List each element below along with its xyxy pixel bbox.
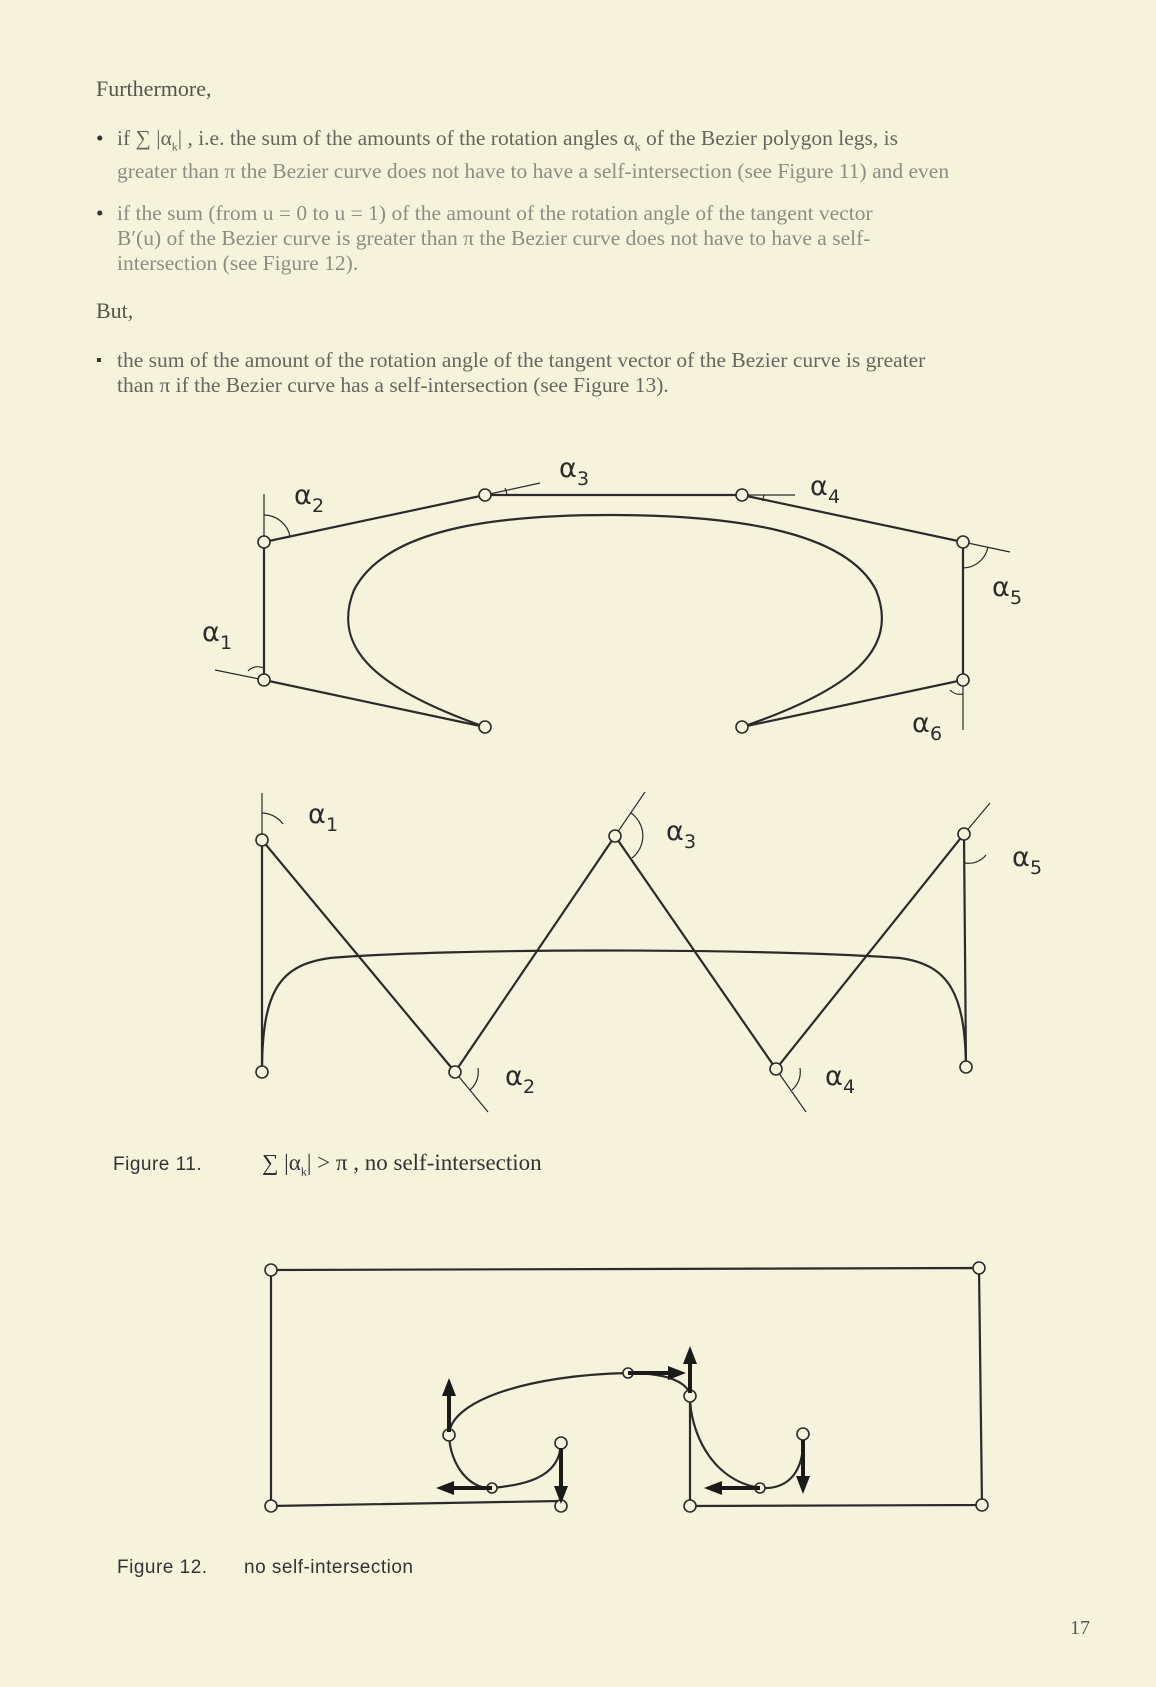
alpha-label: α xyxy=(1012,842,1030,873)
bullet-3-line-1: the sum of the amount of the rotation angle of the tangent vector of the Bezier curve is greater xyxy=(117,348,926,372)
alpha-subscript: 5 xyxy=(1030,857,1043,879)
figure-11-bottom-control-points xyxy=(256,828,972,1078)
alpha-label: α xyxy=(505,1061,523,1092)
bullet-1-line-1: if ∑ $|\alpha_k|$ , i.e. the sum of the amounts of the rotation angles $\alpha_k$ of the Bezier polygon legs, is xyxy=(117,126,898,154)
figure-11-bottom-angle-marks xyxy=(262,792,990,1112)
figure-12-polygon xyxy=(271,1268,982,1506)
figure-12-curve xyxy=(449,1373,803,1488)
figure-11-caption xyxy=(262,1150,542,1180)
figure-11-bottom-labels xyxy=(308,799,1042,1098)
caption-rest: | > π , no self-intersection xyxy=(306,1150,542,1175)
alpha-subscript: 3 xyxy=(684,831,697,853)
alpha-label: α xyxy=(810,471,828,502)
bullet-1-line-2: greater than π the Bezier curve does not have to have a self-intersection (see Figure 11) and even xyxy=(117,159,950,184)
figure-12-label: Figure 12. xyxy=(117,1557,208,1578)
alpha-subscript: 2 xyxy=(523,1076,536,1098)
alpha-label: α xyxy=(202,617,220,648)
bullet-marker: • xyxy=(96,126,104,150)
figure-12-caption: no self-intersection xyxy=(244,1557,414,1578)
figure-11-bottom-curve xyxy=(262,951,966,1073)
alpha-subscript: 4 xyxy=(828,486,841,508)
alpha-subscript: 1 xyxy=(326,814,339,836)
alpha-subscript: 6 xyxy=(930,723,943,745)
figure-11-top-control-points xyxy=(258,489,969,733)
figure-11-top-curve xyxy=(348,515,882,727)
alpha-subscript: 1 xyxy=(220,632,233,654)
bullet-2-line-3: intersection (see Figure 12). xyxy=(117,251,359,275)
alpha-subscript: 3 xyxy=(577,468,590,490)
alpha-label: α xyxy=(992,572,1010,603)
alpha-subscript: 2 xyxy=(312,495,325,517)
bullet-marker: • xyxy=(96,201,104,225)
alpha-label: α xyxy=(294,480,312,511)
bullet-marker: ▪ xyxy=(96,352,102,369)
figure-11-top-labels xyxy=(202,453,1022,745)
alpha-label: α xyxy=(666,816,684,847)
alpha-label: α xyxy=(912,708,930,739)
alpha-label: α xyxy=(308,799,326,830)
abs-alpha: |α xyxy=(284,1150,301,1175)
alpha-label: α xyxy=(559,453,577,484)
bullet-2-line-1: if the sum (from u = 0 to u = 1) of the amount of the rotation angle of the tangent vector xyxy=(117,201,873,225)
alpha-subscript: 4 xyxy=(843,1076,856,1098)
alpha-label: α xyxy=(825,1061,843,1092)
bullet-2-line-2: B′(u) of the Bezier curve is greater than π the Bezier curve does not have to have a self- xyxy=(117,226,871,250)
but-text: But, xyxy=(96,298,134,323)
figure-11-bottom-polygon xyxy=(262,834,966,1072)
figure-11-label: Figure 11. xyxy=(113,1154,203,1175)
figure-12-control-points xyxy=(265,1262,988,1512)
figure-11-top-polygon xyxy=(264,495,963,727)
bullet-3-line-2: than π if the Bezier curve has a self-intersection (see Figure 13). xyxy=(117,373,669,397)
k-subscript: k xyxy=(300,1164,307,1179)
sum-symbol: ∑ xyxy=(262,1150,279,1175)
page-number: 17 xyxy=(1070,1617,1090,1639)
alpha-subscript: 5 xyxy=(1010,587,1023,609)
intro-text: Furthermore, xyxy=(96,76,212,101)
figure-11-top-angle-marks xyxy=(215,483,1010,730)
figure-12-tangent-arrows xyxy=(436,1346,810,1504)
